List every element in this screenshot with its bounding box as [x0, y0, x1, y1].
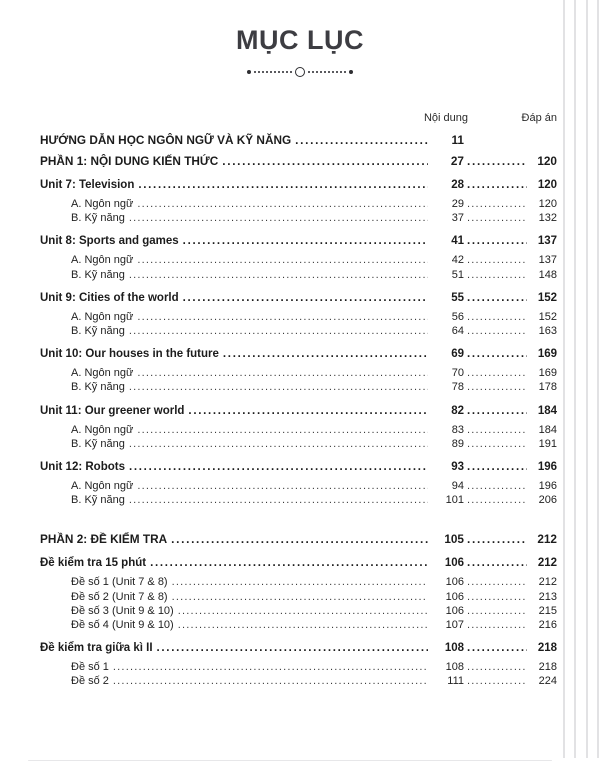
toc-row: [40, 493, 557, 507]
page-edge-line: [597, 0, 599, 758]
toc-content-page: 70: [451, 367, 464, 380]
toc-answer-page: 120: [537, 154, 557, 168]
toc-label: Đề số 1: [71, 661, 109, 674]
toc-answer-dot-leader: [467, 197, 527, 211]
toc-dot-leader: [137, 253, 428, 267]
toc-label: Unit 10: Our houses in the future: [40, 348, 219, 361]
toc-label: A. Ngôn ngữ: [71, 310, 134, 323]
toc-answer-page: 163: [538, 325, 557, 338]
toc-row: [40, 479, 557, 493]
toc-answer-dot-leader: [467, 641, 527, 656]
toc-list: [40, 127, 557, 689]
toc-content-page: 55: [451, 291, 464, 304]
toc-answer-dot-leader: [467, 211, 527, 225]
toc-dot-leader: [188, 404, 428, 419]
toc-answer-dot-leader: [467, 366, 527, 380]
toc-row: [40, 347, 557, 362]
toc-dot-leader: [129, 460, 428, 475]
toc-answer-page: 169: [538, 367, 557, 380]
toc-content-page: 111: [447, 675, 464, 688]
toc-answer-page: 178: [538, 381, 557, 394]
toc-answer-page: 206: [538, 494, 557, 507]
toc-row: [40, 641, 557, 656]
toc-row: [40, 366, 557, 380]
toc-row: [40, 132, 557, 148]
toc-answer-page: 212: [537, 532, 557, 547]
toc-dot-leader: [137, 423, 428, 437]
toc-answer-dot-leader: [467, 178, 527, 193]
toc-row: [40, 153, 557, 169]
toc-answer-dot-leader: [467, 493, 527, 507]
toc-content-page: 42: [451, 254, 464, 267]
toc-content-page: 106: [444, 557, 464, 570]
toc-content-page: 93: [451, 461, 464, 474]
toc-answer-page: 191: [538, 437, 557, 450]
divider-dotted-line: [308, 71, 346, 73]
toc-content-page: 108: [444, 642, 464, 655]
toc-row: [40, 660, 557, 674]
toc-answer-page: 215: [538, 604, 557, 617]
toc-dot-leader: [129, 493, 428, 507]
toc-label: A. Ngôn ngữ: [71, 423, 134, 436]
toc-row: [40, 531, 557, 547]
toc-label: A. Ngôn ngữ: [71, 367, 134, 380]
toc-content-page: 106: [445, 590, 464, 603]
toc-answer-dot-leader: [467, 423, 527, 437]
page-bottom-edge: [28, 760, 552, 761]
toc-answer-page: 184: [537, 404, 557, 417]
toc-label: Unit 9: Cities of the world: [40, 291, 179, 304]
toc-row: [40, 268, 557, 282]
toc-dot-leader: [137, 366, 428, 380]
divider-ring-icon: [295, 67, 305, 77]
toc-answer-page: 212: [538, 576, 557, 589]
toc-label: Đề kiểm tra 15 phút: [40, 557, 147, 570]
toc-answer-dot-leader: [467, 590, 527, 604]
toc-row: [40, 575, 557, 589]
divider-end-dot-icon: [349, 70, 353, 74]
toc-dot-leader: [183, 234, 428, 249]
toc-row: [40, 674, 557, 688]
column-header-answer: Đáp án: [521, 112, 557, 124]
toc-row: [40, 423, 557, 437]
toc-dot-leader: [223, 347, 428, 362]
toc-content-page: 29: [451, 198, 464, 210]
toc-answer-page: 212: [537, 557, 557, 570]
toc-dot-leader: [129, 211, 428, 225]
toc-answer-dot-leader: [467, 556, 527, 571]
toc-row: [40, 437, 557, 451]
toc-dot-leader: [178, 618, 428, 632]
toc-answer-dot-leader: [467, 253, 527, 267]
page-edge-line: [574, 0, 576, 758]
toc-dot-leader: [138, 178, 428, 193]
toc-content-page: 37: [451, 212, 464, 225]
toc-label: A. Ngôn ngữ: [71, 254, 134, 267]
toc-label: HƯỚNG DẪN HỌC NGÔN NGỮ VÀ KỸ NĂNG: [40, 133, 292, 147]
toc-label: B. Kỹ năng: [71, 381, 125, 394]
toc-content-page: 89: [451, 437, 464, 450]
toc-answer-page: 137: [538, 254, 557, 267]
column-header-content: Nội dung: [423, 112, 468, 124]
toc-dot-leader: [137, 197, 428, 211]
toc-row: [40, 234, 557, 249]
toc-answer-page: 148: [538, 268, 557, 281]
title-divider: [247, 67, 353, 77]
toc-answer-page: 196: [537, 461, 557, 474]
toc-content-page: 41: [451, 235, 464, 248]
toc-content-page: 78: [451, 381, 464, 394]
toc-label: A. Ngôn ngữ: [71, 198, 134, 210]
toc-answer-dot-leader: [467, 460, 527, 475]
toc-answer-page: 213: [538, 590, 557, 603]
toc-label: B. Kỹ năng: [71, 494, 125, 507]
toc-answer-page: 169: [537, 348, 557, 361]
toc-answer-dot-leader: [467, 310, 527, 324]
toc-answer-page: 224: [538, 675, 557, 688]
toc-content-page: 108: [445, 661, 464, 674]
toc-label: Đề số 2 (Unit 7 & 8): [71, 590, 168, 603]
toc-label: Đề số 2: [71, 675, 109, 688]
toc-label: A. Ngôn ngữ: [71, 480, 134, 493]
toc-content-page: 64: [451, 325, 464, 338]
toc-answer-dot-leader: [467, 531, 527, 547]
toc-row: [40, 197, 557, 211]
toc-answer-page: 152: [538, 310, 557, 323]
toc-answer-dot-leader: [467, 268, 527, 282]
page-edge-line: [563, 0, 565, 758]
toc-answer-dot-leader: [467, 437, 527, 451]
toc-answer-dot-leader: [467, 479, 527, 493]
toc-row: [40, 253, 557, 267]
toc-content-page: 28: [451, 179, 464, 191]
toc-label: Unit 11: Our greener world: [40, 404, 185, 417]
toc-dot-leader: [157, 641, 428, 656]
toc-answer-dot-leader: [467, 153, 527, 169]
toc-dot-leader: [222, 153, 428, 169]
toc-label: B. Kỹ năng: [71, 212, 125, 225]
toc-row: [40, 211, 557, 225]
toc-dot-leader: [129, 268, 428, 282]
toc-content-page: 83: [451, 423, 464, 436]
toc-label: B. Kỹ năng: [71, 268, 125, 281]
toc-answer-dot-leader: [467, 380, 527, 394]
toc-answer-page: 184: [538, 423, 557, 436]
toc-answer-dot-leader: [467, 347, 527, 362]
toc-answer-page: 120: [537, 179, 557, 191]
toc-answer-dot-leader: [467, 404, 527, 419]
toc-row: [40, 604, 557, 618]
toc-row: [40, 556, 557, 571]
toc-row: [40, 291, 557, 306]
toc-content-page: 82: [451, 404, 464, 417]
toc-label: Đề số 4 (Unit 9 & 10): [71, 619, 174, 632]
toc-answer-page: 216: [538, 619, 557, 632]
toc-answer-dot-leader: [467, 674, 527, 688]
page-title: MỤC LỤC: [236, 25, 364, 55]
toc-row: [40, 310, 557, 324]
page-edge-line: [586, 0, 588, 758]
toc-row: [40, 460, 557, 475]
toc-content-page: 105: [444, 532, 464, 547]
toc-content-page: 69: [451, 348, 464, 361]
toc-content-page: 106: [445, 604, 464, 617]
toc-dot-leader: [129, 324, 428, 338]
toc-content-page: 101: [445, 494, 464, 507]
toc-dot-leader: [129, 437, 428, 451]
toc-dot-leader: [178, 604, 428, 618]
toc-dot-leader: [150, 556, 428, 571]
toc-answer-dot-leader: [467, 234, 527, 249]
toc-answer-dot-leader: [467, 618, 527, 632]
divider-dotted-line: [254, 71, 292, 73]
toc-label: Unit 7: Television: [40, 179, 135, 191]
toc-row: [40, 380, 557, 394]
toc-row: [40, 590, 557, 604]
toc-label: PHẦN 2: ĐỀ KIỂM TRA: [40, 532, 168, 547]
toc-answer-dot-leader: [467, 324, 527, 338]
toc-content-page: 107: [445, 619, 464, 632]
toc-content-page: 27: [450, 154, 464, 168]
toc-content-page: 51: [451, 268, 464, 281]
toc-dot-leader: [171, 531, 428, 547]
toc-content-page: 56: [451, 310, 464, 323]
toc-answer-page: 196: [538, 480, 557, 493]
toc-answer-dot-leader: [467, 604, 527, 618]
toc-dot-leader: [183, 291, 428, 306]
toc-dot-leader: [137, 479, 428, 493]
toc-content-page: 11: [451, 133, 464, 147]
toc-label: Đề số 1 (Unit 7 & 8): [71, 576, 168, 589]
toc-dot-leader: [113, 660, 428, 674]
toc-label: Đề kiểm tra giữa kì II: [40, 642, 153, 655]
divider-end-dot-icon: [247, 70, 251, 74]
toc-label: Unit 12: Robots: [40, 461, 125, 474]
toc-dot-leader: [113, 674, 428, 688]
toc-content-page: 106: [445, 576, 464, 589]
toc-answer-page: 120: [538, 198, 557, 210]
toc-label: Đề số 3 (Unit 9 & 10): [71, 604, 174, 617]
toc-row: [40, 618, 557, 632]
toc-answer-page: 137: [537, 235, 557, 248]
toc-row: [40, 178, 557, 193]
toc-dot-leader: [172, 590, 428, 604]
toc-dot-leader: [129, 380, 428, 394]
toc-answer-page: 218: [537, 642, 557, 655]
toc-label: B. Kỹ năng: [71, 437, 125, 450]
toc-label: PHẦN 1: NỘI DUNG KIẾN THỨC: [40, 154, 219, 168]
toc-dot-leader: [295, 132, 428, 148]
toc-content-page: 94: [451, 480, 464, 493]
toc-answer-page: 218: [538, 661, 557, 674]
toc-row: [40, 404, 557, 419]
toc-answer-page: 132: [538, 212, 557, 225]
toc-label: Unit 8: Sports and games: [40, 235, 179, 248]
toc-dot-leader: [137, 310, 428, 324]
toc-dot-leader: [172, 575, 428, 589]
toc-answer-dot-leader: [467, 660, 527, 674]
toc-answer-dot-leader: [467, 291, 527, 306]
toc-answer-dot-leader: [467, 575, 527, 589]
toc-answer-page: 152: [537, 291, 557, 304]
toc-row: [40, 324, 557, 338]
toc-label: B. Kỹ năng: [71, 325, 125, 338]
